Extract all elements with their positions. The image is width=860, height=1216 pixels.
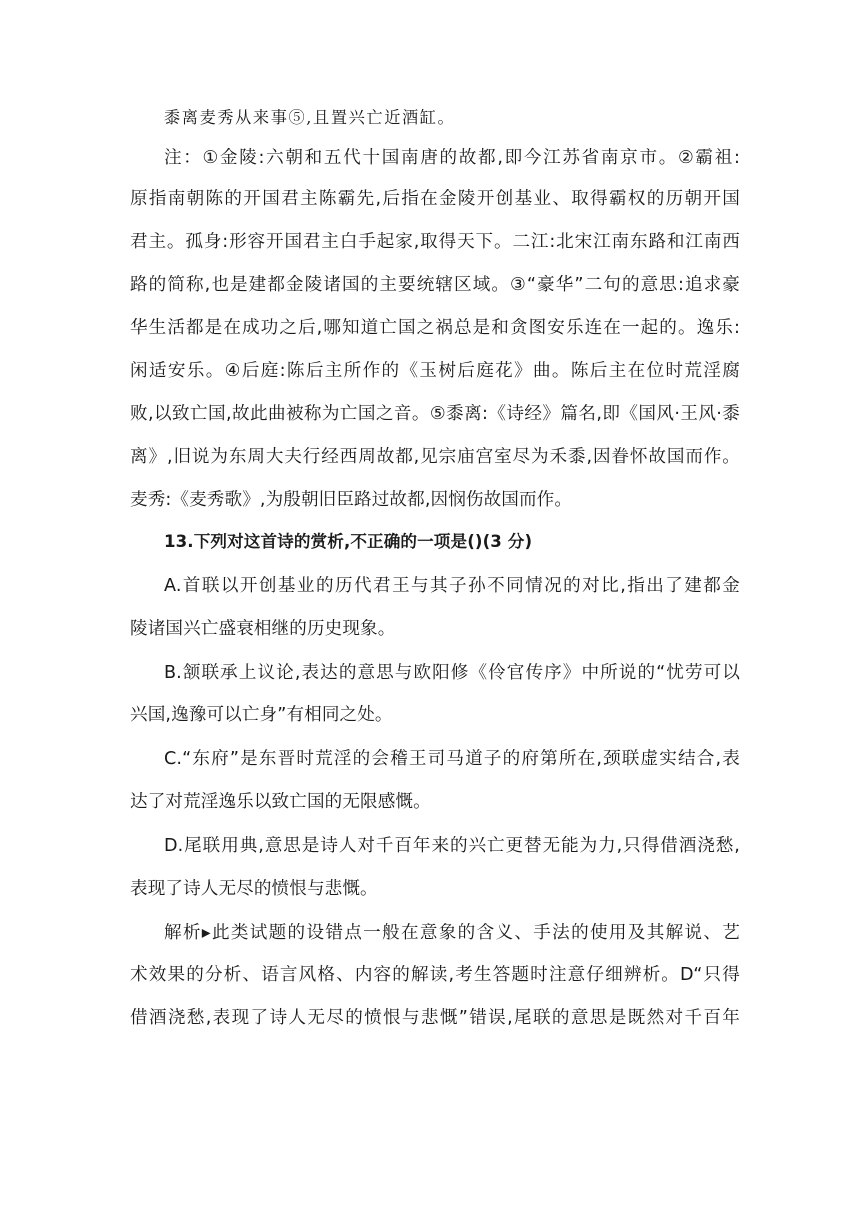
notes-line: 麦秀:《麦秀歌》,为殷朝旧臣路过故都,因悯伤故国而作。 (130, 490, 573, 510)
notes-line: 君主。孤身:形容开国君主白手起家,取得天下。二江:北宋江南东路和江南西 (130, 232, 740, 252)
option-b-cont: 兴国,逸豫可以亡身”有相同之处。 (130, 705, 393, 725)
option-d: D.尾联用典,意思是诗人对千百年来的兴亡更替无能为力,只得借酒浇愁, (164, 836, 740, 856)
notes-line: 注：①金陵:六朝和五代十国南唐的故都,即今江苏省南京市。②霸祖: (164, 148, 740, 168)
analysis-line: 借酒浇愁,表现了诗人无尽的愤恨与悲慨”错误,尾联的意思是既然对千百年 (130, 1008, 740, 1028)
option-d-cont: 表现了诗人无尽的愤恨与悲慨。 (130, 879, 378, 899)
notes-line: 离》,旧说为东周大夫行经西周故都,见宗庙宫室尽为禾黍,因眷怀故国而作。 (130, 447, 740, 467)
option-c: C.“东府”是东晋时荒淫的会稽王司马道子的府第所在,颈联虚实结合,表 (164, 749, 740, 769)
poem-last-line: 黍离麦秀从来事⑤,且置兴亡近酒缸。 (164, 108, 456, 127)
notes-line: 原指南朝陈的开国君主陈霸先,后指在金陵开创基业、取得霸权的历朝开国 (130, 189, 740, 209)
notes-line: 华生活都是在成功之后,哪知道亡国之祸总是和贪图安乐连在一起的。逸乐: (130, 318, 740, 338)
analysis-line: 术效果的分析、语言风格、内容的解读,考生答题时注意仔细辨析。D“只得 (130, 965, 740, 985)
notes-line: 闲适安乐。④后庭:陈后主所作的《玉树后庭花》曲。陈后主在位时荒淫腐 (130, 361, 740, 381)
option-b: B.颔联承上议论,表达的意思与欧阳修《伶官传序》中所说的“忧劳可以 (164, 663, 740, 683)
question-stem: 13.下列对这首诗的赏析,不正确的一项是()(3 分) (164, 532, 533, 551)
option-a-cont: 陵诸国兴亡盛衰相继的历史现象。 (130, 619, 396, 639)
option-c-cont: 达了对荒淫逸乐以致亡国的无限感慨。 (130, 792, 431, 812)
analysis-line: 解析▸此类试题的设错点一般在意象的含义、手法的使用及其解说、艺 (164, 923, 740, 943)
notes-line: 路的简称,也是建都金陵诸国的主要统辖区域。③“豪华”二句的意思:追求豪 (130, 275, 740, 295)
option-a: A.首联以开创基业的历代君王与其子孙不同情况的对比,指出了建都金 (164, 576, 740, 596)
notes-line: 败,以致亡国,故此曲被称为亡国之音。⑤黍离:《诗经》篇名,即《国风·王风·黍 (130, 404, 740, 424)
